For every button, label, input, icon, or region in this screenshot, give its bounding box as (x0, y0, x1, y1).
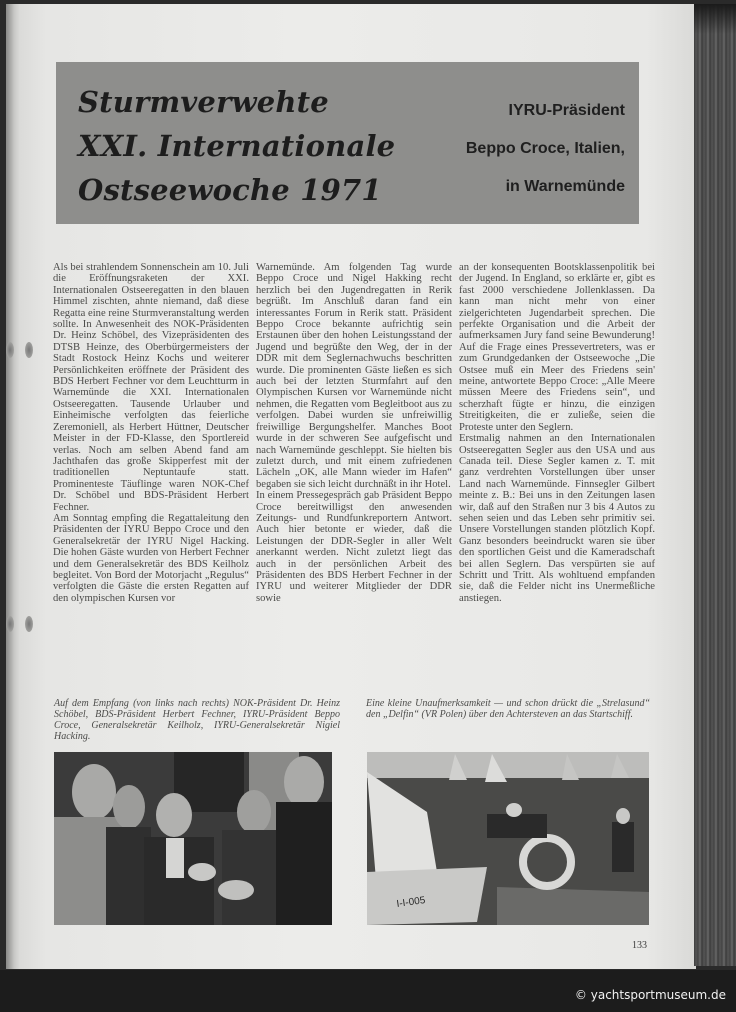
article-header (56, 62, 639, 224)
paragraph: Als bei strahlendem Sonnenschein am 10. Juli die Eröffnungsraketen der XXI. Internationalen Ostseeregatten in den blauen Himmel zischten, ahnte niemand, daß diese Regatta eine reine Sturmveranstaltung werden sollte. In Anwesenheit des NOK-Präsidenten Dr. Heinz Schöbel, des Vizepräsidenten des DTSB Heinze, des Oberbürgermeisters der Stadt Rostock Heinz Kochs und weiterer Persönlichkeiten eröffnete der Präsident des BDS Herbert Fechner vor dem Leuchtturm in Warnemünde die XXI. Internationalen Ostseeregatten. Tausende Urlauber und Einheimische verfolgten das feierliche Zeremoniell, als Herbert Hüttner, Deutscher Meister in der FD-Klasse, den Sportlereid verlas. Noch am selben Abend fand am Jachthafen das große Skipperfest mit der traditionellen Neptuntaufe statt. Prominenteste Täuflinge waren NOK-Chef Dr. Schöbel und BDS-Präsident Herbert Fechner. (53, 262, 249, 513)
article-column-3 (459, 262, 655, 604)
punch-hole (25, 342, 33, 358)
photo-caption-reception: Auf dem Empfang (von links nach rechts) NOK-Präsident Dr. Heinz Schöbel, BDS-Präsident Herbert Fechner, IYRU-Präsident Beppo Croce, Generalsekretär Keilholz, IYRU-Generalsekretär Nigiel Hacking. (54, 698, 340, 742)
reception-photo-illustration (54, 752, 332, 925)
regatta-photo-illustration (367, 752, 649, 925)
title-line: Ostseewoche 1971 (78, 173, 382, 207)
subtitle-line: in Warnemünde (505, 178, 625, 195)
paragraph: In einem Pressegespräch gab Präsident Beppo Croce bereitwilligst den anwesenden Zeitungs- und Rundfunkreportern Antwort. Auch hier betonte er wieder, daß die Leistungen der DDR-Segler in aller Welt anerkannt werden. Nicht zuletzt liegt das auch in der persönlichen Arbeit des Präsidenten des BDS Herbert Fechner in der IYRU und weiterer Mitglieder der DDR sowie (256, 490, 452, 604)
boat-number: I-I-005 (395, 895, 427, 910)
article-column-1 (53, 262, 249, 604)
article-subtitle (466, 92, 625, 206)
article-column-2 (256, 262, 452, 604)
paragraph: Warnemünde. Am folgenden Tag wurde Beppo Croce und Nigel Hakking recht herzlich bei den Jugendregatten in Rerik begrüßt. Im Anschluß daran fand ein interessantes Forum in Rerik statt. Präsident Beppo Croce bekannte aufrichtig sein Erstaunen über den hohen Leistungsstand der Jugend und begrüßte den Weg, der in der DDR mit dem Seglernachwuchs beschritten wurde. Die prominenten Gäste ließen es sich auch bei der letzten Sturmfahrt auf den Olympischen Kursen vor Warnemünde nicht nehmen, die Regatten vom Begleitboot aus zu verfolgen. Dabei wurden sie unfreiwillig freiwillige Bergungshelfer. Manches Boot wurde in der schweren See aufgefischt und nach Warnemünde geschleppt. Sie hielten bis zuletzt durch, und mit einem zufriedenen Lächeln „OK, alle Mann wieder im Hafen“ begaben sie sich leicht durchnäßt in ihr Hotel. (256, 262, 452, 490)
punch-hole (6, 616, 14, 632)
photo-reception (54, 752, 332, 925)
page-number: 133 (632, 940, 647, 951)
paragraph: Am Sonntag empfing die Regattaleitung den Präsidenten der IYRU Beppo Croce und den Generalsekretär der IYRU Nigel Hacking. Die hohen Gäste wurden von Herbert Fechner und dem Generalsekretär des BDS Keilholz begleitet. Von Bord der Motorjacht „Regulus“ verfolgten die Gäste die ersten Regatten auf den olympischen Kursen vor (53, 512, 249, 604)
book-page-stack (694, 4, 736, 966)
photo-regatta (367, 752, 649, 925)
article-title (78, 80, 395, 212)
title-line: XXI. Internationale (78, 129, 396, 163)
subtitle-line: Beppo Croce, Italien, (465, 140, 625, 157)
paragraph: Erstmalig nahmen an den Internationalen Ostseeregatten Segler aus den USA und aus Canada teil. Diese Segler kamen z. T. mit ganz verdrehten Vorstellungen über unser Land nach Warnemünde. Finnsegler Gilbert meinte z. B.: Bei uns in den Zeitungen lasen wir, daß auf den Straßen nur 3 bis 4 Autos zu sehen seien und das Leben sehr primitiv sei. Unsere Vorstellungen standen plötzlich Kopf. Ganz besonders beeindruckt waren sie über den sportlichen Geist und die Kameradschaft bei allen Seglern. Das verspürten sie auf Schritt und Tritt. Als wohltuend empfanden sie, daß die Felder nicht ins Unermeßliche anstiegen. (459, 433, 655, 604)
copyright-watermark: © yachtsportmuseum.de (574, 988, 726, 1002)
subtitle-line: IYRU-Präsident (508, 102, 625, 119)
punch-hole (25, 616, 33, 632)
page-binding-shadow (6, 4, 20, 969)
paragraph: an der konsequenten Bootsklassenpolitik bei der Jugend. In England, so erklärte er, gibt es fast 2000 verschiedene Jollenklassen. Da kann man nicht mehr von einer zielgerichteten Jugendarbeit sprechen. Die perfekte Organisation und die Arbeit der aufmerksamen Jury fand seine Bewunderung! Auf die Frage eines Pressevertreters, was er zum Grundgedanken der Ostseewoche „Die Ostsee muß ein Meer des Friedens sein' meine, antwortete Beppo Croce: „Alle Meere müssen Meere des Friedens sein“, und scherzhaft fügte er hinzu, die einzigen Streitigkeiten, die er zuließe, seien die Proteste unter den Seglern. (459, 262, 655, 433)
photo-caption-regatta: Eine kleine Unaufmerksamkeit — und schon drückt die „Strelasund“ den „Delfin“ (VR Polen) über den Achtersteven an das Startschiff. (366, 698, 650, 720)
title-line: Sturmverwehte (78, 85, 329, 119)
punch-hole (6, 342, 14, 358)
